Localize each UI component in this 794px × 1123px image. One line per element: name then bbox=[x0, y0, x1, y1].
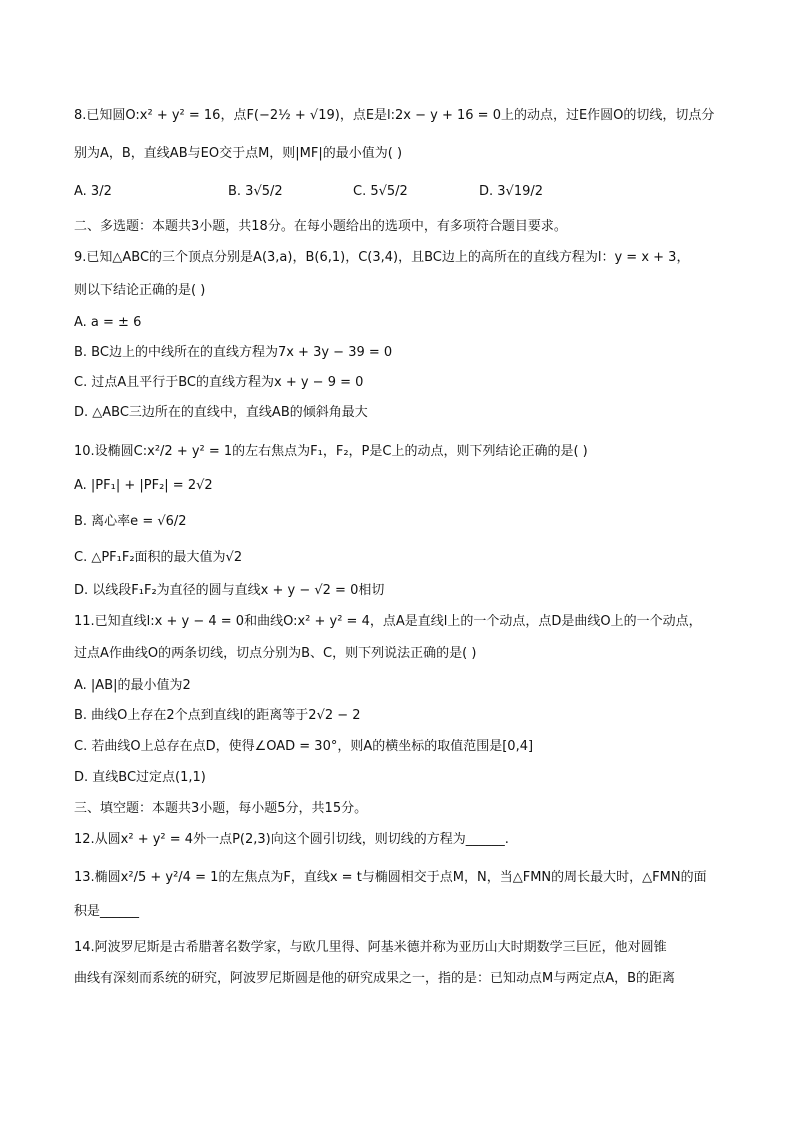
q8-line1: 8.已知圆O:x² + y² = 16，点F(−2½ + √19)，点E是l:2x − y + 16 = 0上的动点，过E作圆O的切线，切点分 bbox=[74, 108, 715, 123]
q11-line1: 11.已知直线l:x + y − 4 = 0和曲线O:x² + y² = 4，点A是直线l上的一个动点，点D是曲线O上的一个动点， bbox=[74, 614, 702, 629]
q9-option-d: D. △ABC三边所在的直线中，直线AB的倾斜角最大 bbox=[74, 405, 368, 420]
q10-option-a: A. |PF₁| + |PF₂| = 2√2 bbox=[74, 478, 213, 493]
q11-option-a: A. |AB|的最小值为2 bbox=[74, 678, 191, 693]
q12-line: 12.从圆x² + y² = 4外一点P(2,3)向这个圆引切线，则切线的方程为______. bbox=[74, 832, 509, 847]
q10-option-c: C. △PF₁F₂面积的最大值为√2 bbox=[74, 550, 243, 565]
q9-line2: 则以下结论正确的是( ) bbox=[74, 283, 206, 298]
q11-line2: 过点A作曲线O的两条切线，切点分别为B、C，则下列说法正确的是( ) bbox=[74, 646, 477, 661]
q11-option-d: D. 直线BC过定点(1,1) bbox=[74, 770, 206, 785]
section-heading-multiple-choice: 二、多选题：本题共3小题，共18分。在每小题给出的选项中，有多项符合题目要求。 bbox=[74, 219, 567, 234]
q8-option-c: C. 5√5/2 bbox=[353, 184, 408, 199]
q10-option-d: D. 以线段F₁F₂为直径的圆与直线x + y − √2 = 0相切 bbox=[74, 583, 385, 598]
q8-option-d: D. 3√19/2 bbox=[479, 184, 544, 199]
q9-option-a: A. a = ± 6 bbox=[74, 315, 142, 330]
q9-option-c: C. 过点A且平行于BC的直线方程为x + y − 9 = 0 bbox=[74, 375, 364, 390]
q9-option-b: B. BC边上的中线所在的直线方程为7x + 3y − 39 = 0 bbox=[74, 345, 393, 360]
q9-line1: 9.已知△ABC的三个顶点分别是A(3,a)，B(6,1)，C(3,4)，且BC边上的高所在的直线方程为l：y = x + 3， bbox=[74, 250, 690, 265]
q14-line1: 14.阿波罗尼斯是古希腊著名数学家，与欧几里得、阿基米德并称为亚历山大时期数学三巨匠，他对圆锥 bbox=[74, 940, 667, 955]
q13-line2: 积是______ bbox=[74, 904, 140, 919]
q8-option-a: A. 3/2 bbox=[74, 184, 112, 199]
q11-option-c: C. 若曲线O上总存在点D，使得∠OAD = 30°，则A的横坐标的取值范围是[0,4] bbox=[74, 739, 534, 754]
q8-option-b: B. 3√5/2 bbox=[228, 184, 283, 199]
q10-option-b: B. 离心率e = √6/2 bbox=[74, 514, 187, 529]
q10-line1: 10.设椭圆C:x²/2 + y² = 1的左右焦点为F₁，F₂，P是C上的动点，则下列结论正确的是( ) bbox=[74, 444, 588, 459]
q11-option-b: B. 曲线O上存在2个点到直线l的距离等于2√2 − 2 bbox=[74, 708, 361, 723]
q8-line2: 别为A，B，直线AB与EO交于点M，则|MF|的最小值为( ) bbox=[74, 146, 403, 161]
q14-line2: 曲线有深刻而系统的研究，阿波罗尼斯圆是他的研究成果之一，指的是：已知动点M与两定点A，B的距离 bbox=[74, 971, 676, 986]
q13-line1: 13.椭圆x²/5 + y²/4 = 1的左焦点为F，直线x = t与椭圆相交于点M，N，当△FMN的周长最大时，△FMN的面 bbox=[74, 870, 707, 885]
section-heading-fill-in: 三、填空题：本题共3小题，每小题5分，共15分。 bbox=[74, 801, 368, 816]
